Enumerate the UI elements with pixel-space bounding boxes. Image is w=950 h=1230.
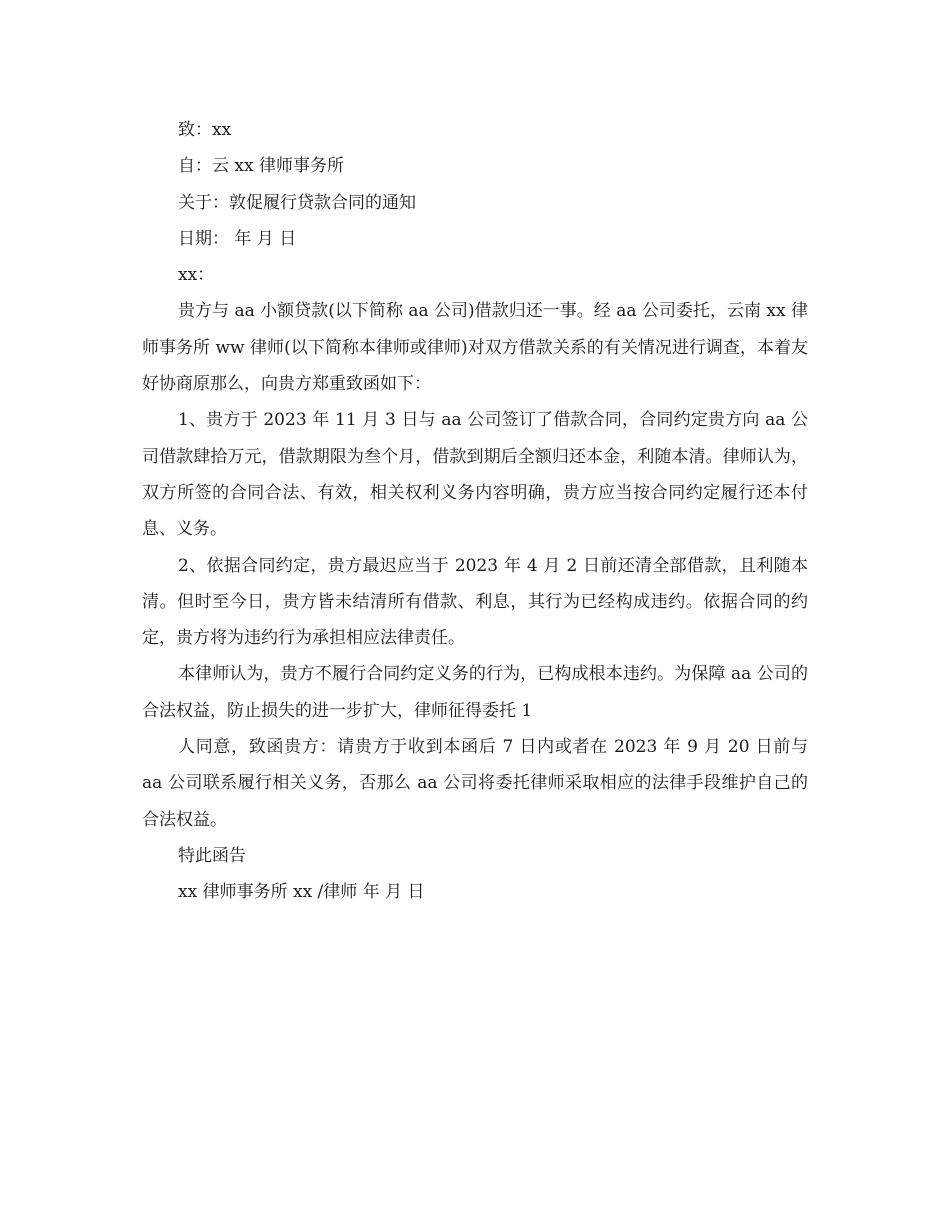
body-paragraph-1: 1、贵方于 2023 年 11 月 3 日与 aa 公司签订了借款合同，合同约定贵方向 aa 公司借款肆拾万元，借款期限为叁个月，借款到期后全额归还本金，利随本清。律师认为，双方所签的合同合法、有效，相关权利义务内容明确，贵方应当按合同约定履行还本付息、义务。 — [142, 410, 808, 540]
closing-line: 特此函告 — [178, 845, 246, 866]
from-line: 自：云 xx 律师事务所 — [178, 156, 344, 177]
body-paragraph-opinion: 本律师认为，贵方不履行合同约定义务的行为，已构成根本违约。为保障 aa 公司的合法权益，防止损失的进一步扩大，律师征得委托 1 — [142, 664, 808, 721]
date-line: 日期： 年 月 日 — [178, 228, 297, 249]
subject-line: 关于：敦促履行贷款合同的通知 — [178, 192, 416, 213]
signature-line: xx 律师事务所 xx /律师 年 月 日 — [178, 882, 425, 903]
salutation: xx： — [178, 265, 215, 286]
body-paragraph-request: 人同意，致函贵方：请贵方于收到本函后 7 日内或者在 2023 年 9 月 20 日前与 aa 公司联系履行相关义务，否那么 aa 公司将委托律师采取相应的法律手段维护自己的合法权益。 — [142, 737, 808, 830]
to-line: 致：xx — [178, 120, 232, 140]
letter-page — [142, 112, 808, 911]
body-paragraph-2: 2、依据合同约定，贵方最迟应当于 2023 年 4 月 2 日前还清全部借款，且利随本清。但时至今日，贵方皆未结清所有借款、利息，其行为已经构成违约。依据合同的约定，贵方将为违约行为承担相应法律责任。 — [142, 555, 808, 649]
body-paragraph-intro: 贵方与 aa 小额贷款(以下简称 aa 公司)借款归还一事。经 aa 公司委托，云南 xx 律师事务所 ww 律师(以下简称本律师或律师)对双方借款关系的有关情况进行调查，本着友好协商原那么，向贵方郑重致函如下： — [142, 301, 808, 395]
